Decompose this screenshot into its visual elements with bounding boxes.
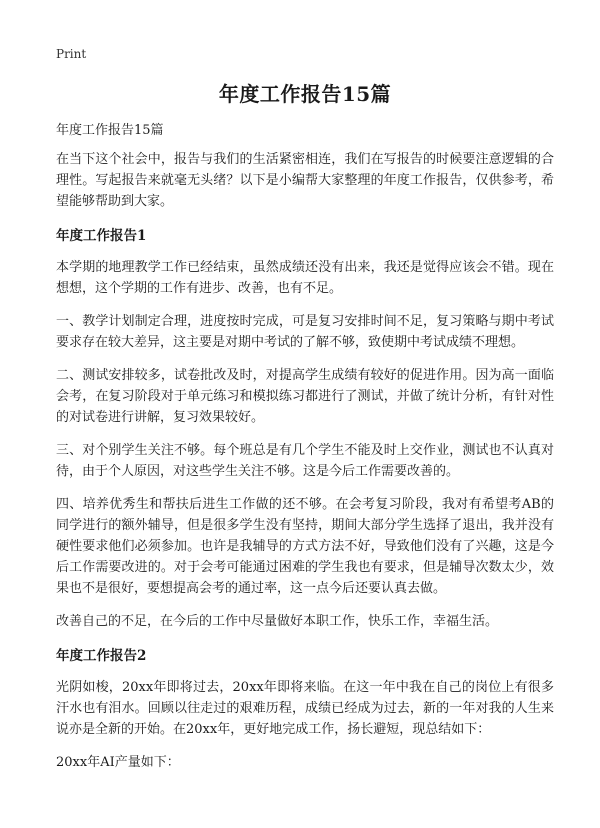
section-1-paragraph: 三、对个别学生关注不够。每个班总是有几个学生不能及时上交作业，测试也不认真对待，由于个人原因，对这些学生关注不够。这是今后工作需要改善的。 bbox=[56, 443, 554, 479]
document-body bbox=[56, 120, 554, 785]
section-1-paragraph: 四、培养优秀生和帮扶后进生工作做的还不够。在会考复习阶段，我对有希望考AB的同学进行的额外辅导，但是很多学生没有坚持，期间大部分学生选择了退出，我并没有硬性要求他们必须参加。也许是我辅导的方式方法不好，导致他们没有了兴趣，这是今后工作需要改进的。对于会考可能通过困难的学生我也有要求，但是辅导次数太少，效果也不是很好，要想提高会考的通过率，这一点今后还要认真去做。 bbox=[56, 497, 554, 596]
section-1-paragraph: 一、教学计划制定合理，进度按时完成，可是复习安排时间不足，复习策略与期中考试要求存在较大差异，这主要是对期中考试的了解不够，致使期中考试成绩不理想。 bbox=[56, 314, 554, 350]
section-1-paragraph: 本学期的地理教学工作已经结束，虽然成绩还没有出来，我还是觉得应该会不错。现在想想，这个学期的工作有进步、改善，也有不足。 bbox=[56, 260, 554, 296]
document-title: 年度工作报告15篇 bbox=[218, 82, 392, 106]
section-1-paragraph: 二、测试安排较多，试卷批改及时，对提高学生成绩有较好的促进作用。因为高一面临会考，在复习阶段对于单元练习和模拟练习都进行了测试，并做了统计分析，有针对性的对试卷进行讲解，复习效果较好。 bbox=[56, 368, 554, 425]
section-heading-2: 年度工作报告2 bbox=[56, 648, 147, 664]
document-subtitle: 年度工作报告15篇 bbox=[56, 123, 164, 138]
section-1-paragraph: 改善自己的不足，在今后的工作中尽量做好本职工作，快乐工作，幸福生活。 bbox=[56, 614, 499, 629]
intro-paragraph: 在当下这个社会中，报告与我们的生活紧密相连，我们在写报告的时候要注意逻辑的合理性。写起报告来就毫无头绪？以下是小编帮大家整理的年度工作报告，仅供参考，希望能够帮助到大家。 bbox=[56, 152, 554, 209]
print-label: Print bbox=[56, 47, 87, 61]
section-heading-1: 年度工作报告1 bbox=[56, 228, 147, 244]
section-2-paragraph: 20xx年AI产量如下： bbox=[56, 755, 180, 770]
section-2-paragraph: 光阴如梭，20xx年即将过去，20xx年即将来临。在这一年中我在自己的岗位上有很多汗水也有泪水。回顾以往走过的艰难历程，成绩已经成为过去，新的一年对我的人生来说亦是全新的开始。在20xx年，更好地完成工作，扬长避短，现总结如下： bbox=[56, 680, 554, 737]
